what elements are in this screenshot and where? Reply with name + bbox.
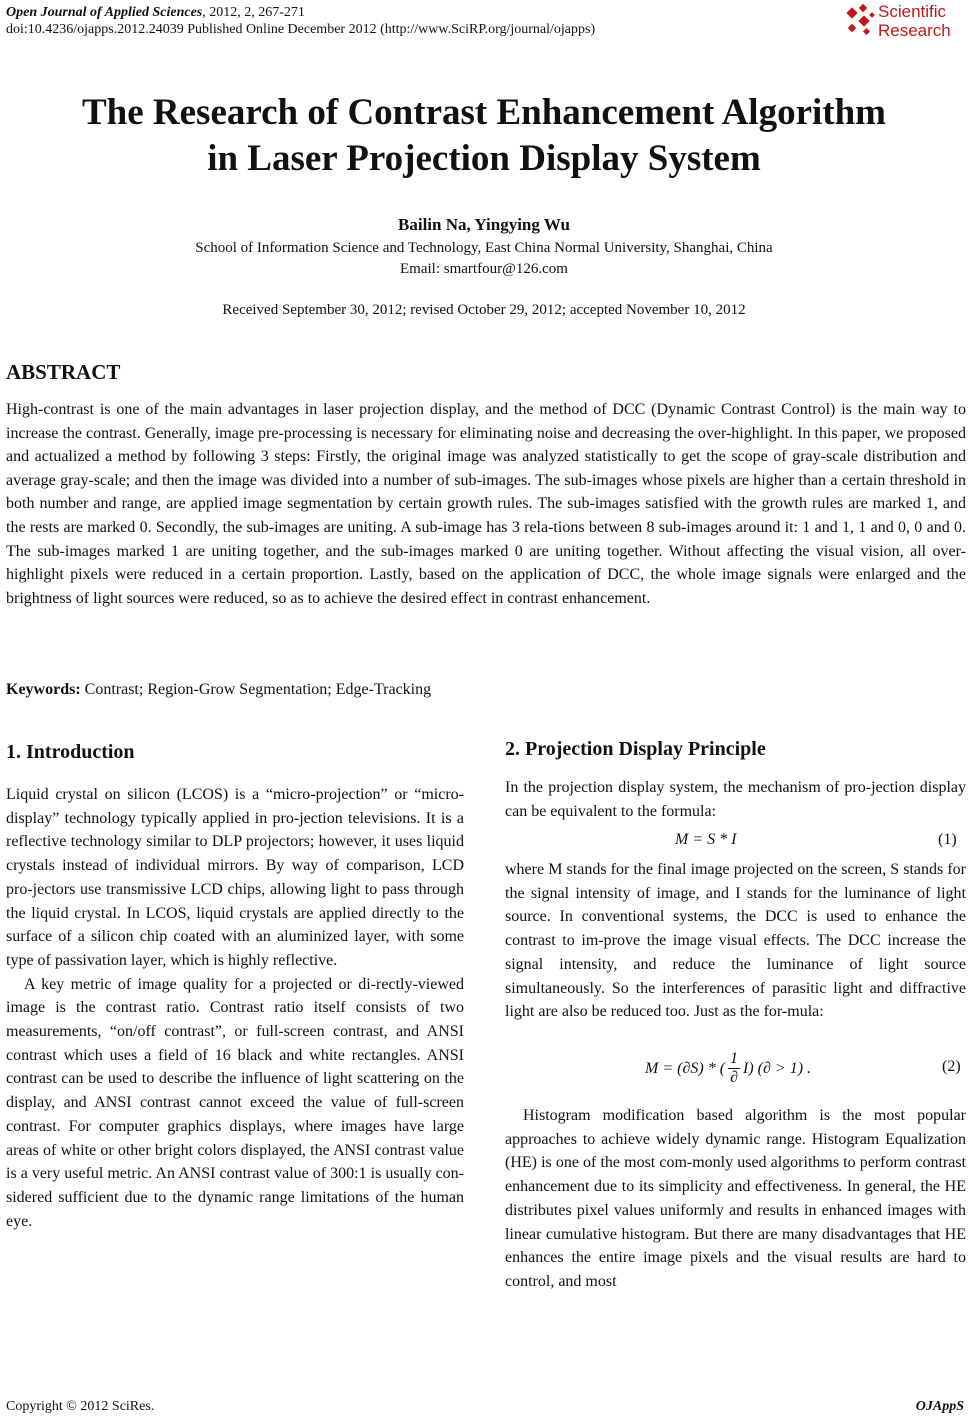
equation-2 [645, 1050, 811, 1087]
publisher-logo [844, 0, 968, 44]
received-dates: Received September 30, 2012; revised October 29, 2012; accepted November 10, 2012 [222, 302, 746, 318]
journal-name: Open Journal of Applied Sciences [6, 5, 203, 20]
authors: Bailin Na, Yingying Wu [398, 215, 570, 234]
section-1-heading: 1. Introduction [6, 741, 135, 763]
section-2-paragraph-1: In the projection display system, the mechanism of pro-jection display can be equivalent to the formula: [505, 779, 966, 820]
abstract-heading: ABSTRACT [6, 360, 121, 384]
equation-2-number: (2) [942, 1058, 961, 1075]
section-1-paragraph-2: A key metric of image quality for a projected or di-rectly-viewed image is the contrast ratio. Contrast ratio itself consists of two measurements, “on/off contrast”, or full-screen contrast, and ANSI contrast which uses a field of 16 black and white rectangles. ANSI contrast can be used to describe the influence of light scattering on the display, and ANSI contrast cannot exceed the value of full-screen contrast. For computer graphics displays, where images have large areas of white or other bright colors displayed, the ANSI contrast value is a very useful metric. An ANSI contrast value of 300:1 is usually con-sidered sufficient due to the dynamic range limitations of the human eye. [6, 975, 464, 1230]
email: Email: smartfour@126.com [400, 261, 568, 277]
logo-text [878, 2, 951, 40]
keywords-text: Contrast; Region-Grow Segmentation; Edge-Tracking [80, 681, 432, 698]
journal-volume: , 2012, 2, 267-271 [202, 5, 305, 20]
section-2-paragraph-2: where M stands for the final image projected on the screen, S stands for the signal intensity of image, and I stands for the luminance of light source. In conventional systems, the DCC is used to enhance the contrast to im-prove the image visual effects. The DCC increase the signal intensity, and reduce the luminance of light source simultaneously. So the interferences of parasitic light and diffractive light are also be reduced too. Just as the for-mula: [505, 861, 966, 1021]
journal-citation [6, 4, 305, 21]
left-column [6, 783, 464, 1233]
equation-2-right: I) (∂ > 1) . [743, 1059, 812, 1077]
equation-2-fraction-numerator: 1 [730, 1050, 739, 1067]
doi-line: doi:10.4236/ojapps.2012.24039 Published Online December 2012 (http://www.SciRP.org/journal/ojapps) [6, 22, 596, 37]
section-2-heading: 2. Projection Display Principle [505, 738, 766, 760]
affiliation: School of Information Science and Technology, East China Normal University, Shanghai, China [195, 240, 773, 256]
logo-line-1: Scientific [878, 2, 947, 21]
logo-mark-icon [844, 3, 876, 39]
paper-title-line-1: The Research of Contrast Enhancement Algorithm [81, 92, 886, 133]
copyright: Copyright © 2012 SciRes. [6, 1399, 155, 1414]
equation-1 [675, 831, 736, 849]
logo-line-2: Research [878, 21, 951, 40]
paper-title-line-2: in Laser Projection Display System [207, 138, 761, 179]
keywords-label: Keywords: [6, 681, 81, 698]
keywords [6, 681, 431, 699]
equation-2-left: M = (∂S) * ( [645, 1059, 726, 1077]
section-1-paragraph-1: Liquid crystal on silicon (LCOS) is a “micro-projection” or “micro-display” technology typically applied in pro-jection televisions. It is a reflective technology similar to DLP projectors; however, it uses liquid crystals instead of individual mirrors. By way of comparison, LCD pro-jectors use transmissive LCD chips, allowing light to pass through the liquid crystal. In LCOS, liquid crystals are applied directly to the surface of a silicon chip coated with an aluminized layer, with some type of passivation layer, which is highly reflective. [6, 786, 464, 969]
section-2-paragraph-3: Histogram modification based algorithm is the most popular approaches to achieve widely dynamic range. Histogram Equalization (HE) is one of the most com-monly used algorithms to perform contrast enhancement due to its simplicity and effectiveness. In general, the HE distributes pixel values uniformly and results in enhanced images with linear cumulative histogram. But there are many disadvantages that HE enhances the entire image pixels and the visual results are hard to control, and most [505, 1107, 966, 1290]
journal-abbreviation: OJAppS [915, 1399, 964, 1414]
equation-1-body: M = S * I [675, 831, 737, 848]
equation-2-fraction-denominator: ∂ [730, 1069, 738, 1086]
equation-2-fraction [728, 1050, 740, 1087]
equation-1-number: (1) [938, 831, 957, 848]
abstract-text: High-contrast is one of the main advantages in laser projection display, and the method of DCC (Dynamic Contrast Control) is the main way to increase the contrast. Generally, image pre-processing is necessary for eliminating noise and decreasing the over-highlight. In this paper, we proposed and actualized a method by following 3 steps: Firstly, the original image was analyzed statistically to get the scope of gray-scale distribution and average gray-scale; and then the image was divided into a number of sub-images. The sub-images whose pixels are higher than a certain threshold in both number and range, are applied image segmentation by certain growth rules. The sub-images satisfied with the growth rules are marked 1, and the rests are marked 0. Secondly, the sub-images are uniting. A sub-image has 3 rela-tions between 8 sub-images around it: 1 and 1, 1 and 0, 0 and 0. The sub-images marked 1 are uniting together, and the sub-images marked 0 are uniting together. Without affecting the visual vision, all over-highlight pixels were reduced in a certain proportion. Lastly, based on the application of DCC, the whole image signals were enlarged and the brightness of light sources were reduced, so as to achieve the desired effect in contrast enhancement. [6, 401, 966, 607]
